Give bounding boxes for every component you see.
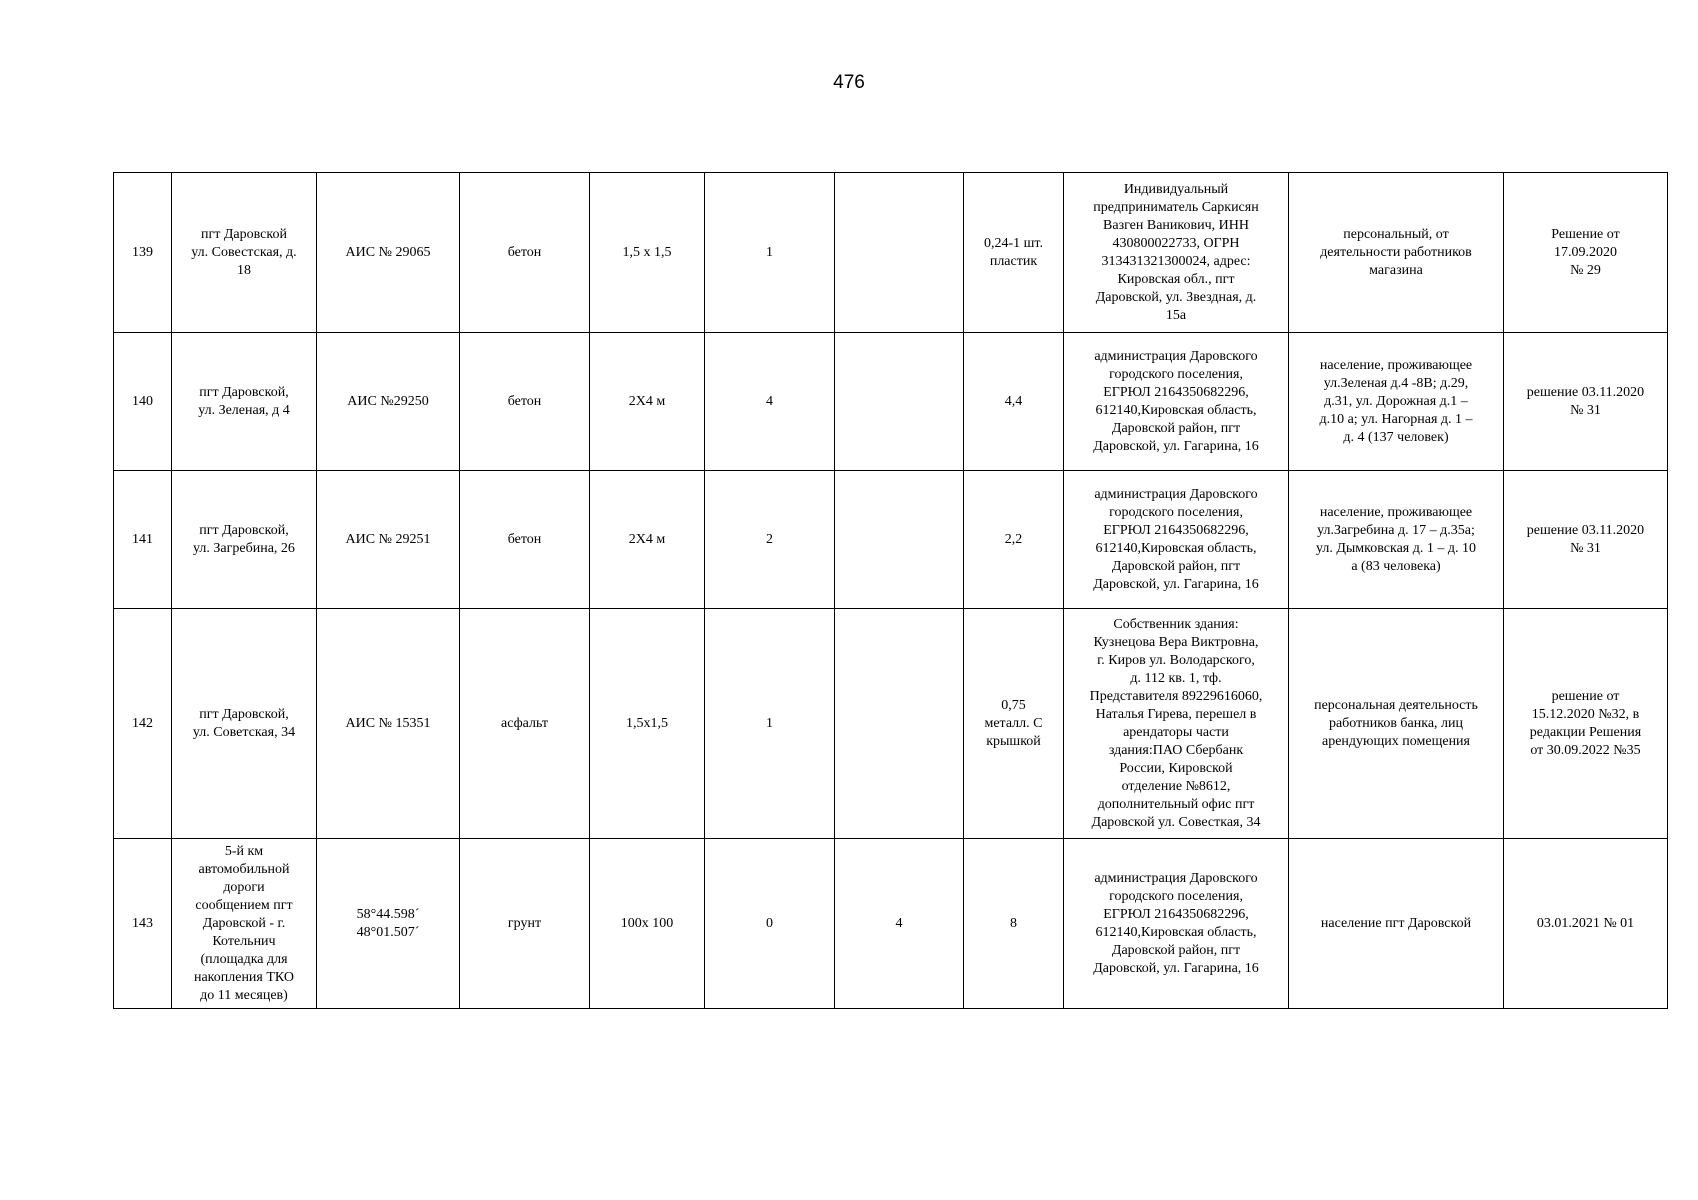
page-number: 476 (833, 72, 865, 93)
table-row (114, 839, 1668, 1009)
cell-count: 1 (705, 609, 835, 839)
cell-ais: 58°44.598´ 48°01.507´ (317, 839, 460, 1009)
cell-decision: Решение от 17.09.2020 № 29 (1504, 173, 1668, 333)
cell-address: 5-й км автомобильной дороги сообщением пгт Даровской - г. Котельнич (площадка для накопления ТКО до 11 месяцев) (172, 839, 317, 1009)
cell-count: 4 (705, 333, 835, 471)
cell-count: 2 (705, 471, 835, 609)
cell-source: персональная деятельность работников банка, лиц арендующих помещения (1289, 609, 1504, 839)
cell-source: население, проживающее ул.Загребина д. 17 – д.35а; ул. Дымковская д. 1 – д. 10 а (83 человека) (1289, 471, 1504, 609)
cell-source: персональный, от деятельности работников магазина (1289, 173, 1504, 333)
cell-planned (835, 471, 964, 609)
cell-volume: 2,2 (964, 471, 1064, 609)
cell-address: пгт Даровской, ул. Советская, 34 (172, 609, 317, 839)
cell-count: 1 (705, 173, 835, 333)
cell-address: пгт Даровской, ул. Зеленая, д 4 (172, 333, 317, 471)
cell-number: 140 (114, 333, 172, 471)
cell-volume: 0,75 металл. С крышкой (964, 609, 1064, 839)
cell-decision: решение от 15.12.2020 №32, в редакции Решения от 30.09.2022 №35 (1504, 609, 1668, 839)
table-row (114, 173, 1668, 333)
cell-owner: Собственник здания: Кузнецова Вера Виктровна, г. Киров ул. Володарского, д. 112 кв. 1, тф. Представителя 89229616060, Наталья Гирева, перешел в арендаторы части здания:ПАО Сбербанк России, Кировской отделение №8612, дополнительный офис пгт Даровской ул. Совесткая, 34 (1064, 609, 1289, 839)
cell-ais: АИС № 29251 (317, 471, 460, 609)
waste-site-registry-table (113, 172, 1668, 1009)
cell-ais: АИС № 29065 (317, 173, 460, 333)
cell-owner: администрация Даровского городского поселения, ЕГРЮЛ 2164350682296, 612140,Кировская область, Даровской район, пгт Даровской, ул. Гагарина, 16 (1064, 471, 1289, 609)
cell-volume: 0,24-1 шт. пластик (964, 173, 1064, 333)
cell-surface: бетон (460, 333, 590, 471)
cell-planned: 4 (835, 839, 964, 1009)
cell-source: население, проживающее ул.Зеленая д.4 -8В; д.29, д.31, ул. Дорожная д.1 – д.10 а; ул. Нагорная д. 1 – д. 4 (137 человек) (1289, 333, 1504, 471)
cell-surface: бетон (460, 173, 590, 333)
cell-owner: администрация Даровского городского поселения, ЕГРЮЛ 2164350682296, 612140,Кировская область, Даровской район, пгт Даровской, ул. Гагарина, 16 (1064, 333, 1289, 471)
cell-number: 143 (114, 839, 172, 1009)
cell-size: 2Х4 м (590, 471, 705, 609)
cell-count: 0 (705, 839, 835, 1009)
cell-planned (835, 173, 964, 333)
cell-address: пгт Даровской, ул. Загребина, 26 (172, 471, 317, 609)
cell-number: 139 (114, 173, 172, 333)
table-row (114, 333, 1668, 471)
cell-planned (835, 333, 964, 471)
cell-surface: асфальт (460, 609, 590, 839)
cell-decision: 03.01.2021 № 01 (1504, 839, 1668, 1009)
cell-surface: бетон (460, 471, 590, 609)
cell-size: 1,5 х 1,5 (590, 173, 705, 333)
cell-owner: администрация Даровского городского поселения, ЕГРЮЛ 2164350682296, 612140,Кировская область, Даровской район, пгт Даровской, ул. Гагарина, 16 (1064, 839, 1289, 1009)
cell-number: 141 (114, 471, 172, 609)
cell-owner: Индивидуальный предприниматель Саркисян Вазген Ваникович, ИНН 430800022733, ОГРН 313431321300024, адрес: Кировская обл., пгт Даровской, ул. Звездная, д. 15а (1064, 173, 1289, 333)
table-row (114, 609, 1668, 839)
cell-surface: грунт (460, 839, 590, 1009)
cell-address: пгт Даровской ул. Совестская, д. 18 (172, 173, 317, 333)
cell-number: 142 (114, 609, 172, 839)
table-row (114, 471, 1668, 609)
cell-source: население пгт Даровской (1289, 839, 1504, 1009)
cell-size: 1,5х1,5 (590, 609, 705, 839)
cell-size: 100х 100 (590, 839, 705, 1009)
cell-ais: АИС №29250 (317, 333, 460, 471)
cell-volume: 4,4 (964, 333, 1064, 471)
cell-size: 2Х4 м (590, 333, 705, 471)
cell-volume: 8 (964, 839, 1064, 1009)
cell-ais: АИС № 15351 (317, 609, 460, 839)
cell-decision: решение 03.11.2020 № 31 (1504, 471, 1668, 609)
cell-planned (835, 609, 964, 839)
cell-decision: решение 03.11.2020 № 31 (1504, 333, 1668, 471)
